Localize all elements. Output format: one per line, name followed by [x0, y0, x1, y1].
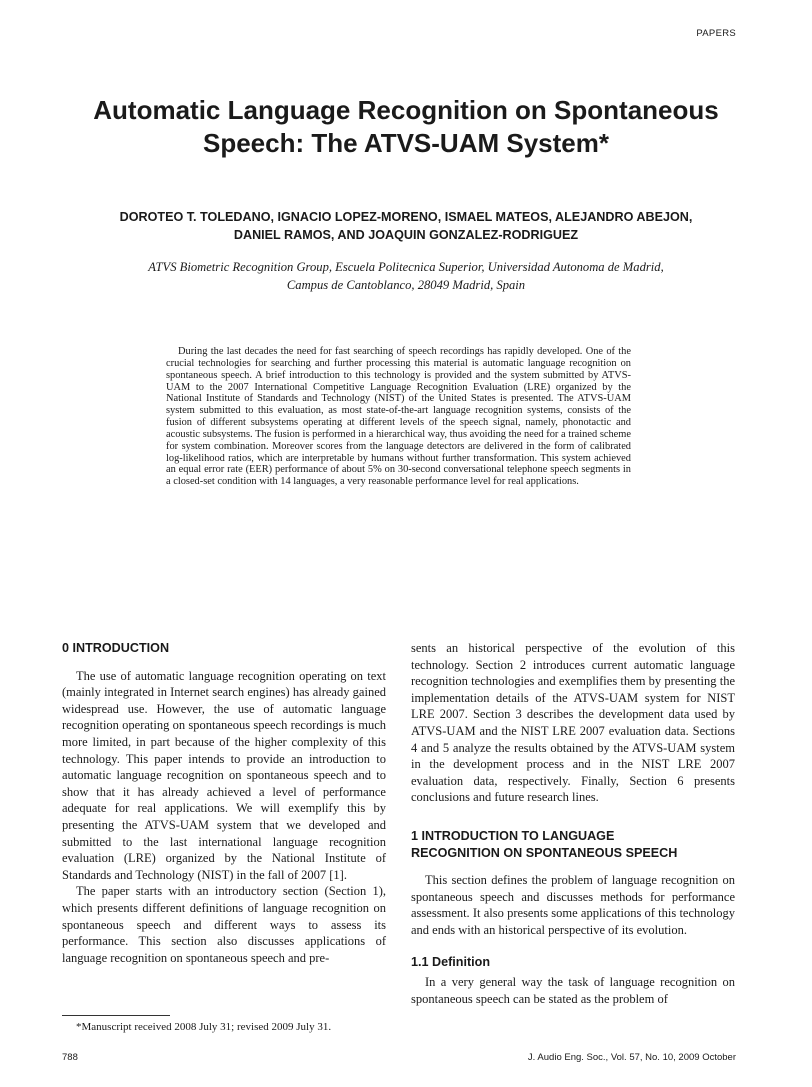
right-column	[411, 640, 735, 1007]
running-head: PAPERS	[696, 28, 736, 39]
section-heading-1	[411, 828, 735, 861]
author-line: DANIEL RAMOS, AND JOAQUIN GONZALEZ-RODRIGUEZ	[233, 228, 579, 242]
journal-citation: J. Audio Eng. Soc., Vol. 57, No. 10, 2009 October	[527, 1052, 736, 1063]
paragraph: This section defines the problem of language recognition on spontaneous speech and discusses methods for performance assessment. It also presents some applications of this technology and ends with an historical perspective of its evolution.	[411, 873, 735, 937]
title-line: Speech: The ATVS-UAM System*	[203, 128, 609, 158]
paragraph: The paper starts with an introductory section (Section 1), which presents different definitions of language recognition on spontaneous speech and different ways to assess its performance. This section also discusses applications of language recognition on spontaneous speech and pre-	[62, 884, 386, 965]
paper-title	[40, 94, 772, 160]
page-number: 788	[62, 1052, 78, 1063]
section-heading-line: 1 INTRODUCTION TO LANGUAGE	[411, 828, 615, 843]
affiliation	[80, 258, 732, 294]
left-column	[62, 640, 386, 966]
paragraph: In a very general way the task of language recognition on spontaneous speech can be stated as the problem of	[411, 975, 735, 1006]
paragraph: The use of automatic language recognition operating on text (mainly integrated in Internet search engines) has already gained widespread use. However, the use of automatic language recognition operating on spontaneous speech recordings is much more limited, in part because of the higher complexity of this technology. This paper intends to provide an introduction to automatic language recognition on spontaneous speech and to show that it has already achieved a level of performance adequate for real applications. We will exemplify this by presenting the ATVS-UAM system that we developed and submitted to the last international language recognition evaluation (LRE) organized by the National Institute of Standards and Technology (NIST) in the fall of 2007 [1].	[62, 668, 386, 882]
author-line: DOROTEO T. TOLEDANO, IGNACIO LOPEZ-MORENO, ISMAEL MATEOS, ALEJANDRO ABEJON,	[119, 210, 693, 224]
footnote: *Manuscript received 2008 July 31; revised 2009 July 31.	[76, 1021, 332, 1033]
footnote-divider	[62, 1015, 170, 1016]
abstract: During the last decades the need for fast searching of speech recordings has rapidly developed. One of the crucial technologies for searching and further processing this material is automatic language recognition on spontaneous speech. A brief introduction to this technology is provided and the system submitted by ATVS-UAM to the 2007 International Competitive Language Recognition Evaluation (LRE) organized by the National Institute of Standards and Technology (NIST) of the United States is presented. The ATVS-UAM system submitted to this evaluation, as most state-of-the-art language recognition systems, consists of the fusion of different subsystems operating at different levels of the speech signal, namely, phonotactic and acoustic subsystems. The fusion is performed in a hierarchical way, thus avoiding the need for a trained scheme for system combination. Moreover scores from the language detectors are delivered in the form of calibrated log-likelihood ratios, which are interpretable by humans without further transformation. This system achieved an equal error rate (EER) performance of about 5% on 30-second conversational telephone speech segments in a closed-set condition with 14 languages, a very reasonable performance level for real applications.	[166, 346, 631, 488]
paragraph: sents an historical perspective of the evolution of this technology. Section 2 introduces current automatic language recognition technologies and exemplifies them by presenting the implementation details of the ATVS-UAM system for NIST LRE 2007. Section 3 describes the development data used by ATVS-UAM and the NIST LRE 2007 evaluation data. Sections 4 and 5 analyze the results obtained by the ATVS-UAM system in the development process and in the NIST LRE 2007 evaluation data, respectively. Finally, Section 6 presents conclusions and future research lines.	[411, 641, 735, 805]
section-heading-line: RECOGNITION ON SPONTANEOUS SPEECH	[411, 845, 678, 860]
section-heading-introduction: 0 INTRODUCTION	[62, 641, 170, 655]
title-line: Automatic Language Recognition on Spontaneous	[93, 95, 719, 125]
affiliation-line: Campus de Cantoblanco, 28049 Madrid, Spain	[286, 278, 526, 292]
subsection-heading-1-1: 1.1 Definition	[411, 954, 491, 969]
affiliation-line: ATVS Biometric Recognition Group, Escuela Politecnica Superior, Universidad Autonoma de Madrid,	[148, 260, 664, 274]
author-list	[60, 208, 752, 244]
